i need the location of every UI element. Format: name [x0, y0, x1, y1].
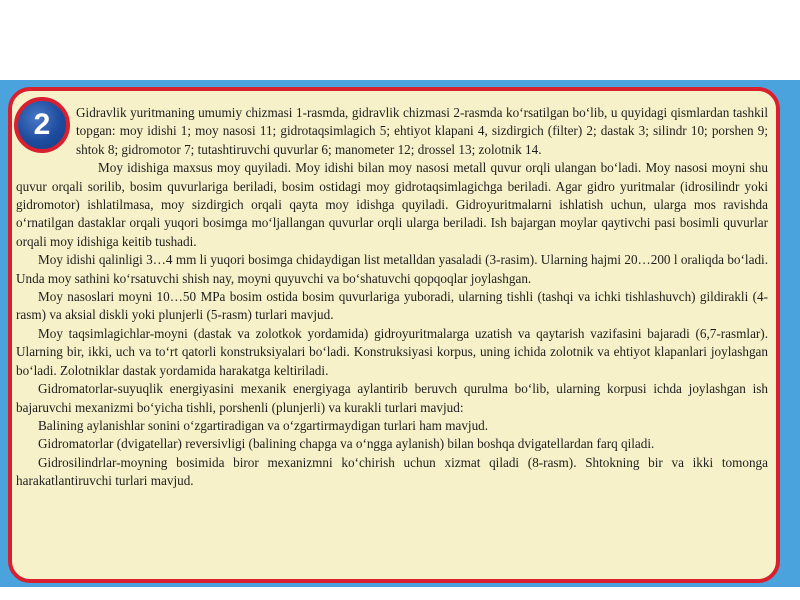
paragraph-1: Gidravlik yuritmaning umumiy chizmasi 1-rasmda, gidravlik chizmasi 2-rasmda ko‘rsatilgan bo‘lib, u quyidagi qismlardan tashkil topgan: moy idishi 1; moy nasosi 11; gidrotaqsimlagich 5; ehtiyot klapani 4, sizdirgich (filter) 2; dastak 3; silindr 10; porshen 9; shtok 8; gidromotor 7; tutashtiruvchi quvurlar 6; manometer 12; drossel 13; zolotnik 14. [76, 105, 768, 157]
paragraph-2: Moy idishiga maxsus moy quyiladi. Moy idishi bilan moy nasosi metall quvur orqli ulangan bo‘ladi. Moy nasosi moyni shu quvur orqali sorilib, bosim quvurlariga beriladi, bosim ostidagi moy gidrotaqsimlagichga beriladi. Agar gidro yuritmalar (idrosilindr yoki gidromotor) ishlatilmasa, moy sizdirgich orqali qayta moy idishga quyiladi. Gidroyuritmalarni ishlatish uchun, ularga mos ravishda o‘rnatilgan dastaklar orqali yuqori bosimga mo‘ljallangan quvurlar orqli ularga beriladi. Ish bajargan moylar qaytivchi pasi bosimli quvurlar orqali moy idishiga keitib tushadi. [16, 160, 768, 249]
paragraph-3: Moy idishi qalinligi 3…4 mm li yuqori bosimga chidaydigan list metalldan yasaladi (3-rasim). Ularning hajmi 20…200 l oraliqda bo‘ladi. Unda moy sathini ko‘rsatuvchi shish nay, moyni quyuvchi va bo‘shatuvchi qopqoqlar joylashgan. [16, 252, 768, 286]
paragraph-4: Moy nasoslari moyni 10…50 MPa bosim ostida bosim quvurlariga yuboradi, ularning tishli (tashqi va ichki tishlashuvch) gildirakli (4-rasm) va aksial diskli yoki plunjerli (5-rasm) turlari mavjud. [16, 289, 768, 323]
body-text [16, 104, 768, 491]
paragraph-5: Moy taqsimlagichlar-moyni (dastak va zolotkok yordamida) gidroyuritmalarga uzatish va qaytarish vazifasini bajaradi (6,7-rasmlar). Ularning bir, ikki, uch va to‘rt qatorli konstruksiyalari bo‘ladi. Konstruksiyasi korpus, uning ichida zolotnik va ehtiyot klapanlari joylashgan bo‘ladi. Zolotniklar dastak yordamida harakatga keltiriladi. [16, 325, 768, 378]
paragraph-8: Gidromatorlar (dvigatellar) reversivligi (balining chapga va o‘ngga aylanish) bilan boshqa dvigatellardan farq qiladi. [38, 436, 655, 452]
paragraph-7: Balining aylanishlar sonini o‘zgartiradigan va o‘zgartirmaydigan turlari ham mavjud. [38, 417, 489, 433]
section-number-badge: 2 [14, 97, 70, 153]
badge-spacer [16, 104, 76, 160]
paragraph-6: Gidromatorlar-suyuqlik energiyasini mexanik energiyaga aylantirib beruvch qurulma bo‘lib, ularning korpusi ichda joylashgan ish bajaruvchi mexanizmi bo‘yicha tishli, porshenli (plunjerli) va kurakli turlari mavjud: [16, 381, 768, 415]
paragraph-9: Gidrosilindrlar-moyning bosimida biror mexanizmni ko‘chirish uchun xizmat qiladi (8-rasm). Shtokning bir va ikki tomonga harakatlantiruvchi turlari mavjud. [16, 454, 768, 489]
